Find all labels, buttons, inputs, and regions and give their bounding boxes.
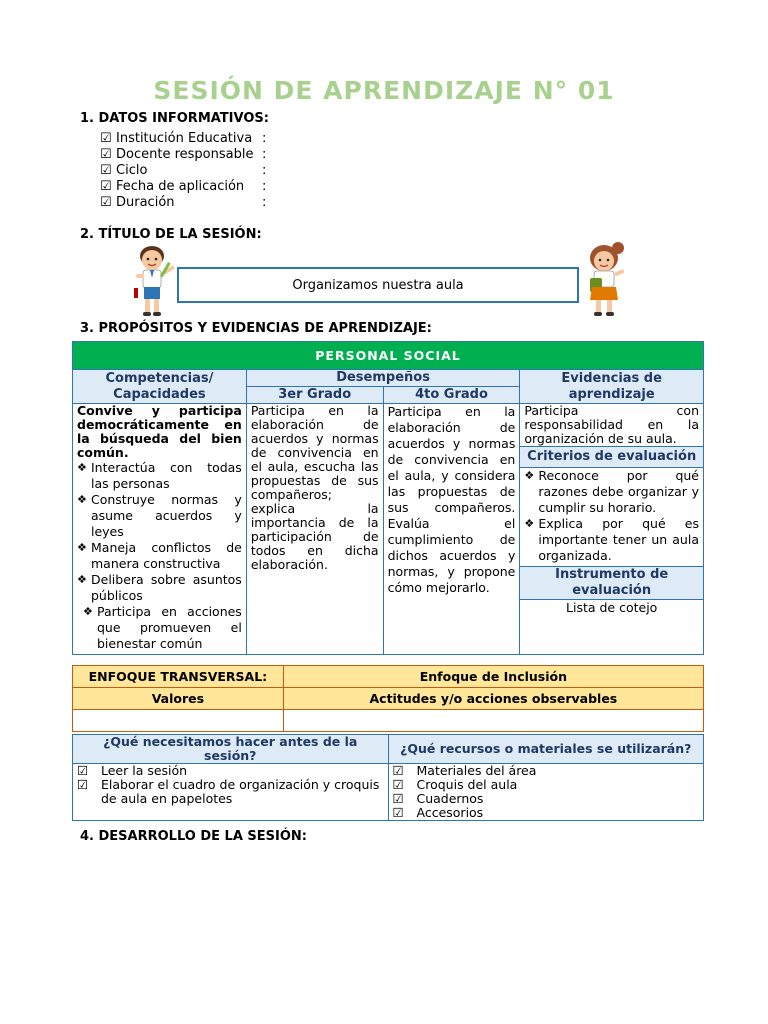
area-header: PERSONAL SOCIAL bbox=[73, 342, 704, 370]
recurso-item: ☑ Materiales del área bbox=[392, 763, 537, 778]
valores-cell bbox=[73, 710, 284, 732]
actitudes-cell bbox=[283, 710, 703, 732]
checkbox-icon: ☑ bbox=[392, 763, 404, 778]
antes-header: ¿Qué necesitamos hacer antes de la sesión? bbox=[73, 735, 389, 764]
info-colon: : bbox=[262, 195, 267, 210]
capacidad-item: ❖ Maneja conflictos de manera constructiva bbox=[77, 540, 242, 571]
girl-student-illustration bbox=[580, 240, 630, 322]
info-label: Ciclo bbox=[116, 163, 148, 178]
capacidad-item: ❖ Participa en acciones que promueven el bienestar común bbox=[83, 604, 242, 651]
info-colon: : bbox=[262, 179, 267, 194]
checkbox-icon: ☑ bbox=[77, 763, 89, 778]
info-colon: : bbox=[262, 147, 267, 162]
document-title: SESIÓN DE APRENDIZAJE N° 01 bbox=[153, 76, 615, 105]
section-1-heading: 1. DATOS INFORMATIVOS: bbox=[80, 111, 269, 126]
competencias-header: Competencias/ Capacidades bbox=[73, 370, 247, 404]
antes-item: ☑ Elaborar el cuadro de organización y croquis de aula en papelotes bbox=[77, 777, 380, 806]
session-title: Organizamos nuestra aula bbox=[292, 277, 464, 293]
diamond-bullet-icon: ❖ bbox=[83, 605, 93, 618]
diamond-bullet-icon: ❖ bbox=[77, 493, 87, 506]
info-label: Fecha de aplicación bbox=[116, 179, 245, 194]
info-colon: : bbox=[262, 131, 267, 146]
recurso-item: ☑ Croquis del aula bbox=[392, 777, 518, 792]
info-row bbox=[100, 147, 266, 163]
diamond-bullet-icon: ❖ bbox=[77, 461, 87, 474]
diamond-bullet-icon: ❖ bbox=[77, 541, 87, 554]
info-row bbox=[100, 195, 266, 211]
section-2-heading: 2. TÍTULO DE LA SESIÓN: bbox=[80, 227, 262, 242]
datos-informativos-list bbox=[100, 131, 266, 211]
diamond-bullet-icon: ❖ bbox=[77, 573, 87, 586]
criterios-cell bbox=[520, 468, 704, 567]
boy-student-illustration bbox=[130, 242, 180, 320]
info-label: Institución Educativa bbox=[116, 131, 253, 146]
info-row bbox=[100, 163, 266, 179]
info-colon: : bbox=[262, 163, 267, 178]
evidencia-cell: Participa con responsabilidad en la organización de su aula. bbox=[520, 404, 704, 447]
capacidad-item: ❖ Construye normas y asume acuerdos y leyes bbox=[77, 492, 242, 539]
criterio-item: ❖ Explica por qué es importante tener un aula organizada. bbox=[524, 516, 699, 563]
info-label: Docente responsable bbox=[116, 147, 254, 162]
enfoque-value: Enfoque de Inclusión bbox=[283, 666, 703, 688]
checkbox-icon: ☑ bbox=[100, 163, 112, 178]
recurso-item: ☑ Accesorios bbox=[392, 805, 484, 820]
checkbox-icon: ☑ bbox=[77, 777, 89, 792]
antes-cell bbox=[73, 764, 389, 821]
checkbox-icon: ☑ bbox=[392, 791, 404, 806]
valores-header: Valores bbox=[73, 688, 284, 710]
section-4-heading: 4. DESARROLLO DE LA SESIÓN: bbox=[80, 829, 307, 844]
session-title-box bbox=[177, 267, 579, 303]
evidencias-header: Evidencias de aprendizaje bbox=[520, 370, 704, 404]
actitudes-header: Actitudes y/o acciones observables bbox=[283, 688, 703, 710]
checkbox-icon: ☑ bbox=[100, 195, 112, 210]
recursos-header: ¿Qué recursos o materiales se utilizarán? bbox=[388, 735, 704, 764]
desempenos-header: Desempeños bbox=[246, 370, 520, 387]
recursos-cell bbox=[388, 764, 704, 821]
desempeno-4to-cell: Participa en la elaboración de acuerdos y normas de convivencia en el aula, y considera las propuestas de sus compañeros. Evalúa el cumplimiento de dichos acuerdos y normas, y propone cómo mejorarlo. bbox=[383, 404, 520, 655]
propositos-table bbox=[72, 341, 704, 655]
info-label: Duración bbox=[116, 195, 175, 210]
enfoque-table bbox=[72, 665, 704, 732]
criterio-item: ❖ Reconoce por qué razones debe organizar y cumplir su horario. bbox=[524, 468, 699, 515]
checkbox-icon: ☑ bbox=[392, 805, 404, 820]
competencias-cell bbox=[73, 404, 247, 655]
diamond-bullet-icon: ❖ bbox=[524, 469, 535, 482]
section-3-heading: 3. PROPÓSITOS Y EVIDENCIAS DE APRENDIZAJE: bbox=[80, 321, 432, 336]
competencia-text: Convive y participa democráticamente en la búsqueda del bien común. bbox=[77, 403, 242, 460]
capacidad-item: ❖ Delibera sobre asuntos públicos bbox=[77, 572, 242, 603]
capacidad-item: ❖ Interactúa con todas las personas bbox=[77, 460, 242, 491]
enfoque-label: ENFOQUE TRANSVERSAL: bbox=[73, 666, 284, 688]
checkbox-icon: ☑ bbox=[100, 179, 112, 194]
antes-item: ☑ Leer la sesión bbox=[77, 763, 188, 778]
diamond-bullet-icon: ❖ bbox=[524, 517, 535, 530]
recurso-item: ☑ Cuadernos bbox=[392, 791, 484, 806]
instrumento-cell: Lista de cotejo bbox=[520, 600, 704, 655]
checkbox-icon: ☑ bbox=[100, 131, 112, 146]
instrumento-header: Instrumento de evaluación bbox=[520, 567, 704, 600]
grado-4-header: 4to Grado bbox=[383, 387, 520, 404]
info-row bbox=[100, 179, 266, 195]
criterios-header: Criterios de evaluación bbox=[520, 447, 704, 468]
preparacion-table bbox=[72, 734, 704, 821]
checkbox-icon: ☑ bbox=[392, 777, 404, 792]
checkbox-icon: ☑ bbox=[100, 147, 112, 162]
grado-3-header: 3er Grado bbox=[246, 387, 383, 404]
desempeno-3er-cell: Participa en la elaboración de acuerdos y normas de convivencia en el aula, escucha las propuestas de sus compañeros; explica la importancia de la participación de todos en dicha elaboración. bbox=[246, 404, 383, 655]
info-row bbox=[100, 131, 266, 147]
